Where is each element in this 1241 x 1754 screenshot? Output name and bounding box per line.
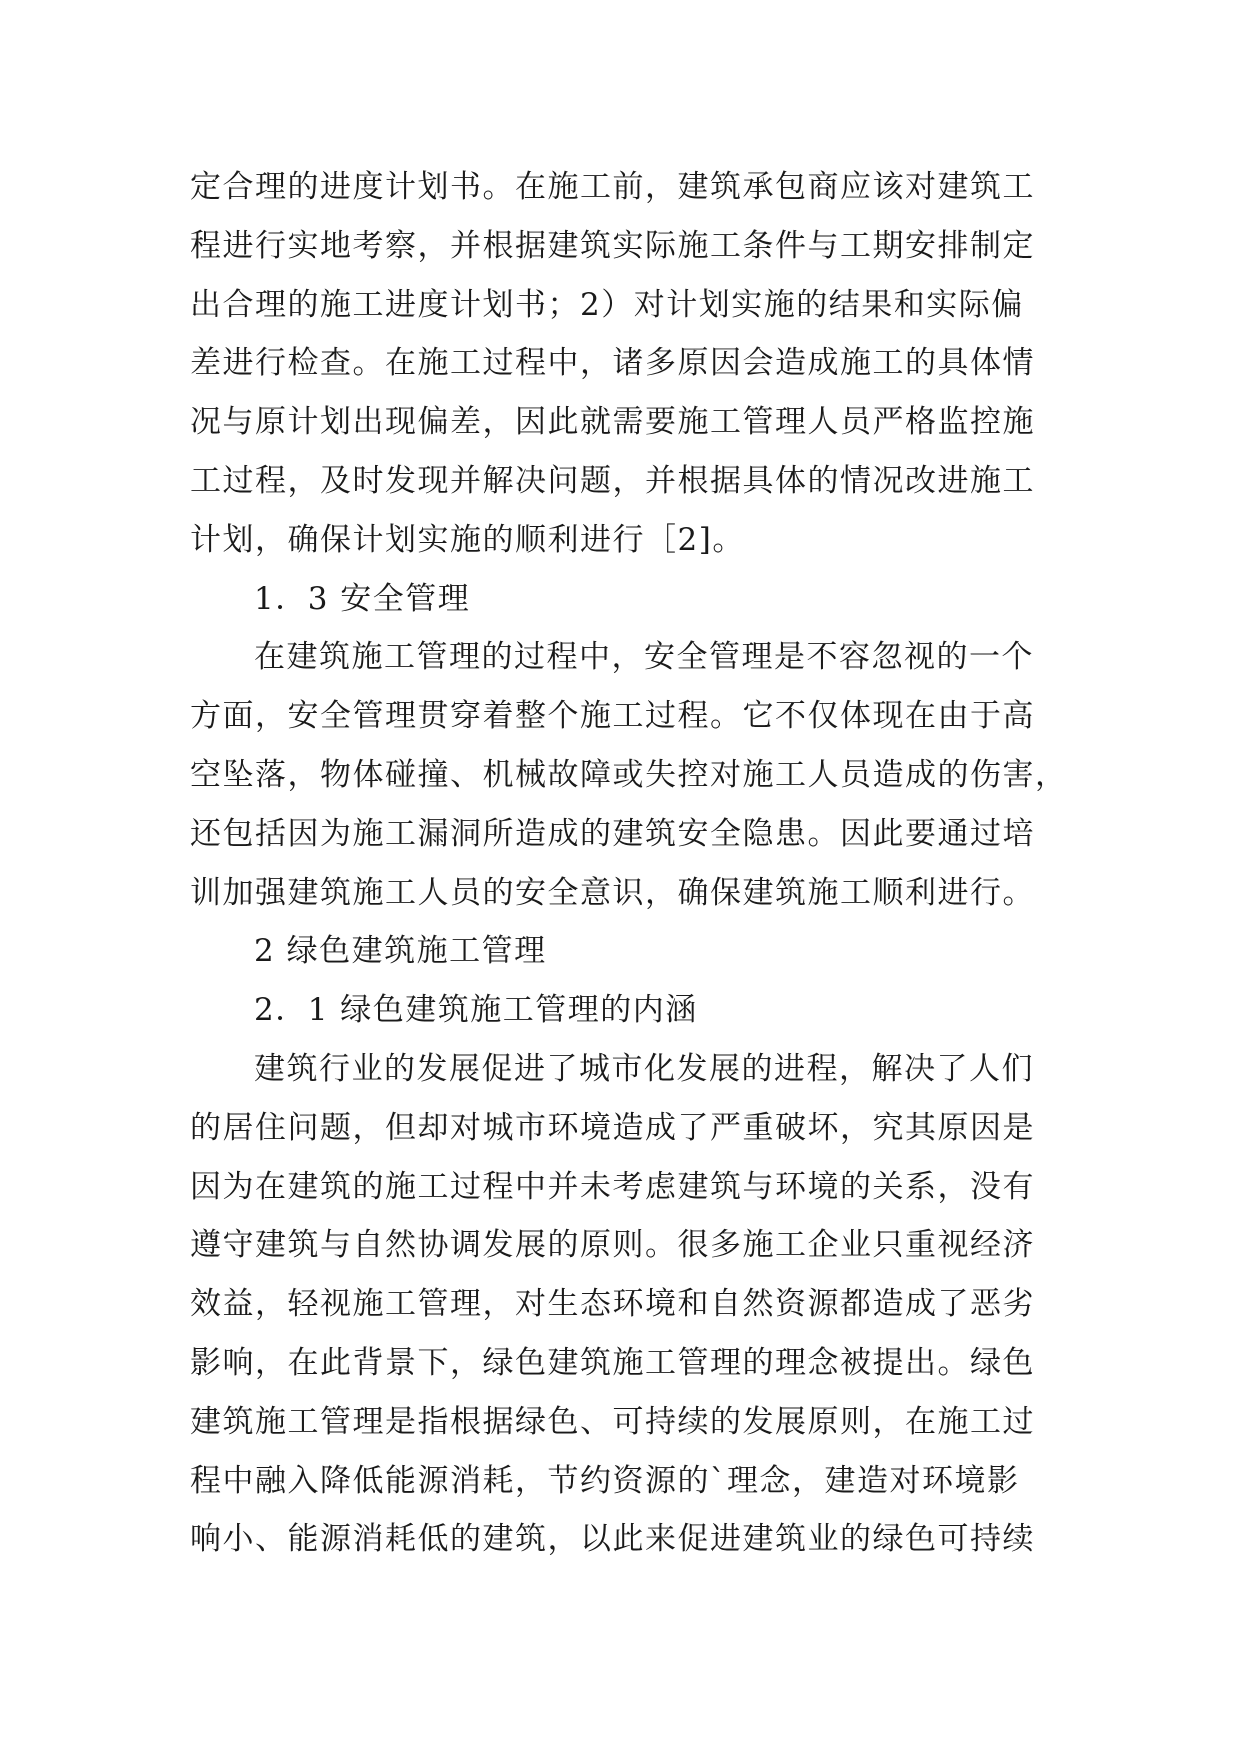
- text-line: 1．3 安全管理: [254, 580, 471, 617]
- text-line: 定合理的进度计划书。在施工前，建筑承包商应该对建筑工: [190, 169, 1035, 205]
- text-line: 差进行检查。在施工过程中，诸多原因会造成施工的具体情: [190, 345, 1035, 382]
- text-line: 工过程，及时发现并解决问题，并根据具体的情况改进施工: [190, 462, 1035, 499]
- text-line: 建筑施工管理是指根据绿色、可持续的发展原则，在施工过: [190, 1403, 1035, 1440]
- text-line: 训加强建筑施工人员的安全意识，确保建筑施工顺利进行。: [190, 874, 1035, 911]
- text-line: 出合理的施工进度计划书；2）对计划实施的结果和实际偏: [190, 286, 1024, 323]
- text-line: 2．1 绿色建筑施工管理的内涵: [254, 992, 698, 1029]
- text-line: 在建筑施工管理的过程中，安全管理是不容忽视的一个: [254, 639, 1034, 676]
- text-line: 响小、能源消耗低的建筑，以此来促进建筑业的绿色可持续: [190, 1521, 1035, 1558]
- text-line: 效益，轻视施工管理，对生态环境和自然资源都造成了恶劣: [190, 1286, 1035, 1323]
- text-line: 2 绿色建筑施工管理: [254, 933, 547, 970]
- text-line: 方面，安全管理贯穿着整个施工过程。它不仅体现在由于高: [190, 698, 1035, 735]
- body-text: [190, 158, 1070, 1569]
- text-line: 因为在建筑的施工过程中并未考虑建筑与环境的关系，没有: [190, 1168, 1035, 1205]
- text-line: 况与原计划出现偏差，因此就需要施工管理人员严格监控施: [190, 404, 1035, 441]
- text-line: 计划，确保计划实施的顺利进行［2]。: [190, 521, 745, 558]
- text-line: 还包括因为施工漏洞所造成的建筑安全隐患。因此要通过培: [190, 815, 1035, 852]
- text-line: 程中融入降低能源消耗，节约资源的`理念，建造对环境影: [190, 1462, 1020, 1499]
- text-line: 建筑行业的发展促进了城市化发展的进程，解决了人们: [254, 1050, 1034, 1087]
- text-line: 空坠落，物体碰撞、机械故障或失控对施工人员造成的伤害，: [190, 756, 1068, 793]
- text-line: 程进行实地考察，并根据建筑实际施工条件与工期安排制定: [190, 227, 1035, 264]
- text-line: 影响，在此背景下，绿色建筑施工管理的理念被提出。绿色: [190, 1344, 1035, 1381]
- text-line: 的居住问题，但却对城市环境造成了严重破坏，究其原因是: [190, 1109, 1035, 1146]
- text-line: 遵守建筑与自然协调发展的原则。很多施工企业只重视经济: [190, 1227, 1035, 1264]
